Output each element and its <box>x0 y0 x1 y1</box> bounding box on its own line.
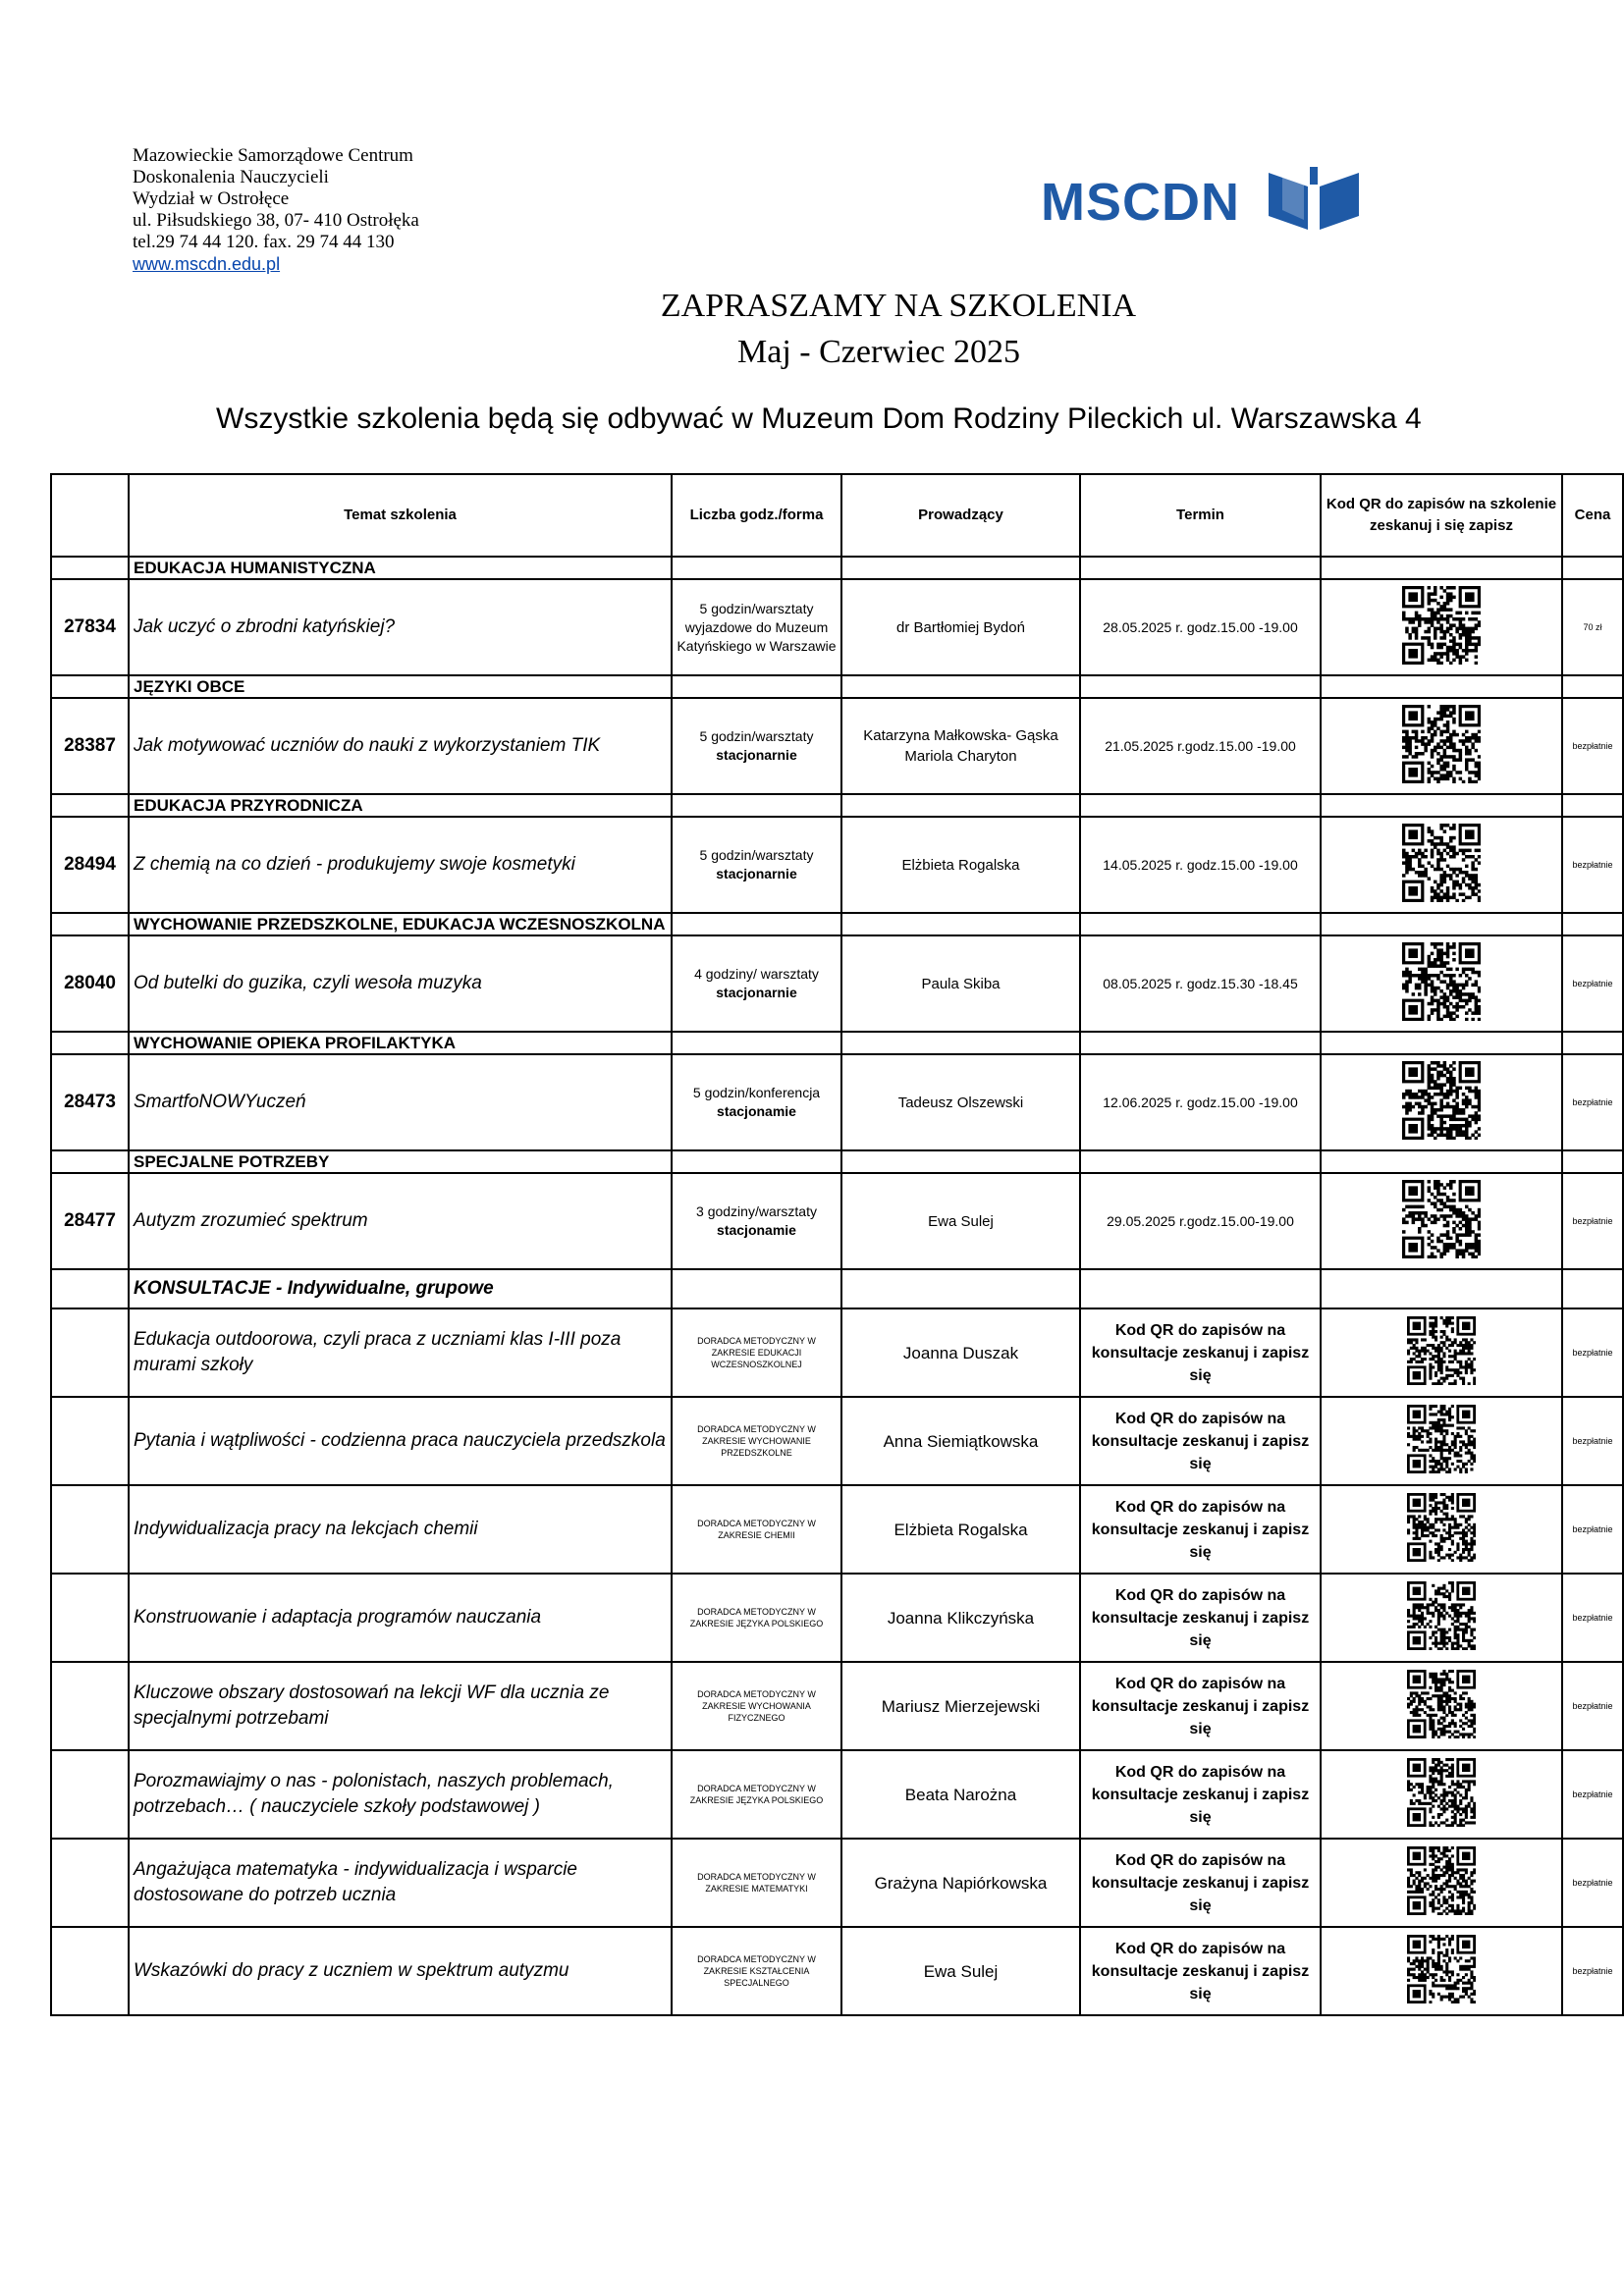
consultation-advisor-type: DORADCA METODYCZNY W ZAKRESIE JĘZYKA POLSKIEGO <box>672 1574 841 1662</box>
course-form-mode: stacjonarnie <box>716 747 797 763</box>
qr-code-icon[interactable] <box>1407 1405 1476 1478</box>
qr-code-icon[interactable] <box>1407 1670 1476 1743</box>
section-row <box>51 913 1623 935</box>
consultation-price: bezpłatnie <box>1562 1750 1623 1839</box>
consultation-topic: Edukacja outdoorowa, czyli praca z uczniami klas I-III poza murami szkoły <box>129 1308 672 1397</box>
consultation-qr-note: Kod QR do zapisów na konsultacje zeskanuj i zapisz się <box>1080 1839 1321 1927</box>
course-form-text: 5 godzin/konferencja <box>692 1085 821 1100</box>
section-title: SPECJALNE POTRZEBY <box>129 1150 672 1173</box>
consultation-qr-note: Kod QR do zapisów na konsultacje zeskanuj i zapisz się <box>1080 1574 1321 1662</box>
course-date: 28.05.2025 r. godz.15.00 -19.00 <box>1080 579 1321 675</box>
course-id: 28473 <box>51 1054 129 1150</box>
consultation-qr-note: Kod QR do zapisów na konsultacje zeskanuj i zapisz się <box>1080 1927 1321 2015</box>
section-title: EDUKACJA HUMANISTYCZNA <box>129 557 672 579</box>
organization-address <box>133 145 419 276</box>
consultation-row <box>51 1927 1623 2015</box>
course-price: bezpłatnie <box>1562 1173 1623 1269</box>
qr-code-icon[interactable] <box>1407 1581 1476 1655</box>
section-row <box>51 1032 1623 1054</box>
consultation-advisor-type: DORADCA METODYCZNY W ZAKRESIE WYCHOWANIE PRZEDSZKOLNE <box>672 1397 841 1485</box>
qr-code-cell <box>1321 698 1562 794</box>
course-teacher: Katarzyna Małkowska- Gąska Mariola Charyton <box>841 698 1080 794</box>
consultation-qr-note: Kod QR do zapisów na konsultacje zeskanuj i zapisz się <box>1080 1485 1321 1574</box>
course-topic: SmartfoNOWYuczeń <box>129 1054 672 1150</box>
course-id: 28040 <box>51 935 129 1032</box>
consultation-advisor-type: DORADCA METODYCZNY W ZAKRESIE CHEMII <box>672 1485 841 1574</box>
consultations-title: KONSULTACJE - Indywidualne, grupowe <box>129 1269 672 1308</box>
consultation-teacher: Mariusz Mierzejewski <box>841 1662 1080 1750</box>
course-price: bezpłatnie <box>1562 817 1623 913</box>
section-title: WYCHOWANIE OPIEKA PROFILAKTYKA <box>129 1032 672 1054</box>
consultation-advisor-type: DORADCA METODYCZNY W ZAKRESIE MATEMATYKI <box>672 1839 841 1927</box>
qr-code-cell <box>1321 1308 1562 1397</box>
org-line: tel.29 74 44 120. fax. 29 74 44 130 <box>133 232 395 252</box>
course-topic: Od butelki do guzika, czyli wesoła muzyka <box>129 935 672 1032</box>
consultation-topic: Porozmawiajmy o nas - polonistach, naszych problemach, potrzebach… ( nauczyciele szkoły podstawowej ) <box>129 1750 672 1839</box>
section-row <box>51 557 1623 579</box>
qr-code-icon[interactable] <box>1407 1846 1476 1920</box>
logo-text: MSCDN <box>1041 173 1240 232</box>
consultation-teacher: Joanna Klikczyńska <box>841 1574 1080 1662</box>
section-row <box>51 1150 1623 1173</box>
course-id: 28477 <box>51 1173 129 1269</box>
header-topic: Temat szkolenia <box>129 474 672 557</box>
course-teacher: Ewa Sulej <box>841 1173 1080 1269</box>
consultation-row <box>51 1308 1623 1397</box>
section-row <box>51 675 1623 698</box>
website-link[interactable]: www.mscdn.edu.pl <box>133 254 281 274</box>
header-qr: Kod QR do zapisów na szkolenie zeskanuj i się zapisz <box>1321 474 1562 557</box>
qr-code-icon[interactable] <box>1407 1493 1476 1567</box>
consultation-price: bezpłatnie <box>1562 1397 1623 1485</box>
consultation-price: bezpłatnie <box>1562 1839 1623 1927</box>
consultation-qr-note: Kod QR do zapisów na konsultacje zeskanuj i zapisz się <box>1080 1308 1321 1397</box>
course-form <box>672 1054 841 1150</box>
consultation-teacher: Anna Siemiątkowska <box>841 1397 1080 1485</box>
course-date: 12.06.2025 r. godz.15.00 -19.00 <box>1080 1054 1321 1150</box>
course-form <box>672 817 841 913</box>
course-row <box>51 1054 1623 1150</box>
consultation-topic: Indywidualizacja pracy na lekcjach chemii <box>129 1485 672 1574</box>
qr-code-icon[interactable] <box>1402 1061 1481 1145</box>
page-title: ZAPRASZAMY NA SZKOLENIA <box>660 288 1137 324</box>
consultation-row <box>51 1839 1623 1927</box>
course-id: 27834 <box>51 579 129 675</box>
qr-code-icon[interactable] <box>1402 824 1481 907</box>
consultation-price: bezpłatnie <box>1562 1574 1623 1662</box>
location-note: Wszystkie szkolenia będą się odbywać w Muzeum Dom Rodziny Pileckich ul. Warszawska 4 <box>216 402 1422 435</box>
consultation-qr-note: Kod QR do zapisów na konsultacje zeskanuj i zapisz się <box>1080 1662 1321 1750</box>
header-hours: Liczba godz./forma <box>672 474 841 557</box>
course-price: 70 zł <box>1562 579 1623 675</box>
course-price: bezpłatnie <box>1562 698 1623 794</box>
course-row <box>51 817 1623 913</box>
course-form <box>672 1173 841 1269</box>
qr-code-cell <box>1321 935 1562 1032</box>
qr-code-icon[interactable] <box>1402 942 1481 1026</box>
course-form-mode: stacjonamie <box>717 1222 796 1238</box>
header-teacher: Prowadzący <box>841 474 1080 557</box>
course-row <box>51 698 1623 794</box>
consultation-row <box>51 1750 1623 1839</box>
mscdn-logo <box>1041 165 1375 234</box>
course-form-mode: stacjonarnie <box>716 866 797 881</box>
consultation-advisor-type: DORADCA METODYCZNY W ZAKRESIE KSZTAŁCENIA SPECJALNEGO <box>672 1927 841 2015</box>
qr-code-icon[interactable] <box>1402 586 1481 669</box>
consultation-topic: Kluczowe obszary dostosowań na lekcji WF dla ucznia ze specjalnymi potrzebami <box>129 1662 672 1750</box>
course-date: 08.05.2025 r. godz.15.30 -18.45 <box>1080 935 1321 1032</box>
qr-code-cell <box>1321 1397 1562 1485</box>
book-icon <box>1265 165 1363 232</box>
header-row <box>51 474 1623 557</box>
qr-code-cell <box>1321 817 1562 913</box>
course-teacher: Paula Skiba <box>841 935 1080 1032</box>
consultation-teacher: Elżbieta Rogalska <box>841 1485 1080 1574</box>
qr-code-cell <box>1321 1173 1562 1269</box>
qr-code-cell <box>1321 579 1562 675</box>
consultations-section-row <box>51 1269 1623 1308</box>
consultation-price: bezpłatnie <box>1562 1662 1623 1750</box>
consultation-topic: Wskazówki do pracy z uczniem w spektrum autyzmu <box>129 1927 672 2015</box>
course-form-text: 3 godziny/warsztaty <box>696 1203 817 1219</box>
qr-code-icon[interactable] <box>1402 1180 1481 1263</box>
qr-code-cell <box>1321 1485 1562 1574</box>
qr-code-cell <box>1321 1054 1562 1150</box>
course-form-text: 5 godzin/warsztaty <box>699 728 814 744</box>
course-form-text: 5 godzin/warsztaty wyjazdowe do Muzeum Katyńskiego w Warszawie <box>677 600 837 654</box>
course-topic: Autyzm zrozumieć spektrum <box>129 1173 672 1269</box>
course-row <box>51 1173 1623 1269</box>
course-row <box>51 935 1623 1032</box>
course-form-text: 4 godziny/ warsztaty <box>694 966 819 982</box>
section-title: WYCHOWANIE PRZEDSZKOLNE, EDUKACJA WCZESNOSZKOLNA <box>129 913 672 935</box>
consultation-row <box>51 1485 1623 1574</box>
qr-code-icon[interactable] <box>1407 1935 1476 2008</box>
section-title: EDUKACJA PRZYRODNICZA <box>129 794 672 817</box>
course-date: 14.05.2025 r. godz.15.00 -19.00 <box>1080 817 1321 913</box>
course-id: 28387 <box>51 698 129 794</box>
consultation-qr-note: Kod QR do zapisów na konsultacje zeskanuj i zapisz się <box>1080 1750 1321 1839</box>
consultation-topic: Pytania i wątpliwości - codzienna praca nauczyciela przedszkola <box>129 1397 672 1485</box>
consultation-row <box>51 1397 1623 1485</box>
qr-code-cell <box>1321 1662 1562 1750</box>
org-line: Mazowieckie Samorządowe Centrum <box>133 145 413 166</box>
consultation-advisor-type: DORADCA METODYCZNY W ZAKRESIE JĘZYKA POLSKIEGO <box>672 1750 841 1839</box>
qr-code-cell <box>1321 1574 1562 1662</box>
schedule-table <box>50 473 1624 2016</box>
course-date: 29.05.2025 r.godz.15.00-19.00 <box>1080 1173 1321 1269</box>
course-row <box>51 579 1623 675</box>
course-form-mode: stacjonarnie <box>716 985 797 1000</box>
consultation-price: bezpłatnie <box>1562 1485 1623 1574</box>
course-form <box>672 935 841 1032</box>
course-topic: Z chemią na co dzień - produkujemy swoje kosmetyki <box>129 817 672 913</box>
section-title: JĘZYKI OBCE <box>129 675 672 698</box>
consultation-advisor-type: DORADCA METODYCZNY W ZAKRESIE WYCHOWANIA FIZYCZNEGO <box>672 1662 841 1750</box>
course-teacher: dr Bartłomiej Bydoń <box>841 579 1080 675</box>
consultation-teacher: Beata Narożna <box>841 1750 1080 1839</box>
section-row <box>51 794 1623 817</box>
course-form <box>672 698 841 794</box>
consultation-teacher: Grażyna Napiórkowska <box>841 1839 1080 1927</box>
consultation-row <box>51 1662 1623 1750</box>
course-form-text: 5 godzin/warsztaty <box>699 847 814 863</box>
org-line: Wydział w Ostrołęce <box>133 188 290 209</box>
qr-code-cell <box>1321 1839 1562 1927</box>
header-price: Cena <box>1562 474 1623 557</box>
course-teacher: Tadeusz Olszewski <box>841 1054 1080 1150</box>
consultation-price: bezpłatnie <box>1562 1308 1623 1397</box>
course-date: 21.05.2025 r.godz.15.00 -19.00 <box>1080 698 1321 794</box>
course-teacher: Elżbieta Rogalska <box>841 817 1080 913</box>
org-line: ul. Piłsudskiego 38, 07- 410 Ostrołęka <box>133 210 419 231</box>
course-price: bezpłatnie <box>1562 1054 1623 1150</box>
qr-code-icon[interactable] <box>1402 705 1481 788</box>
consultation-topic: Konstruowanie i adaptacja programów nauczania <box>129 1574 672 1662</box>
consultation-price: bezpłatnie <box>1562 1927 1623 2015</box>
consultation-row <box>51 1574 1623 1662</box>
qr-code-icon[interactable] <box>1407 1758 1476 1832</box>
course-id: 28494 <box>51 817 129 913</box>
org-line: Doskonalenia Nauczycieli <box>133 167 329 187</box>
consultation-qr-note: Kod QR do zapisów na konsultacje zeskanuj i zapisz się <box>1080 1397 1321 1485</box>
course-form-mode: stacjonamie <box>717 1103 796 1119</box>
page-subtitle: Maj - Czerwiec 2025 <box>737 334 1020 370</box>
course-topic: Jak uczyć o zbrodni katyńskiej? <box>129 579 672 675</box>
course-form <box>672 579 841 675</box>
header-date: Termin <box>1080 474 1321 557</box>
qr-code-cell <box>1321 1750 1562 1839</box>
consultation-advisor-type: DORADCA METODYCZNY W ZAKRESIE EDUKACJI WCZESNOSZKOLNEJ <box>672 1308 841 1397</box>
consultation-teacher: Ewa Sulej <box>841 1927 1080 2015</box>
qr-code-cell <box>1321 1927 1562 2015</box>
course-topic: Jak motywować uczniów do nauki z wykorzystaniem TIK <box>129 698 672 794</box>
course-price: bezpłatnie <box>1562 935 1623 1032</box>
consultation-teacher: Joanna Duszak <box>841 1308 1080 1397</box>
consultation-topic: Angażująca matematyka - indywidualizacja i wsparcie dostosowane do potrzeb ucznia <box>129 1839 672 1927</box>
qr-code-icon[interactable] <box>1407 1316 1476 1390</box>
